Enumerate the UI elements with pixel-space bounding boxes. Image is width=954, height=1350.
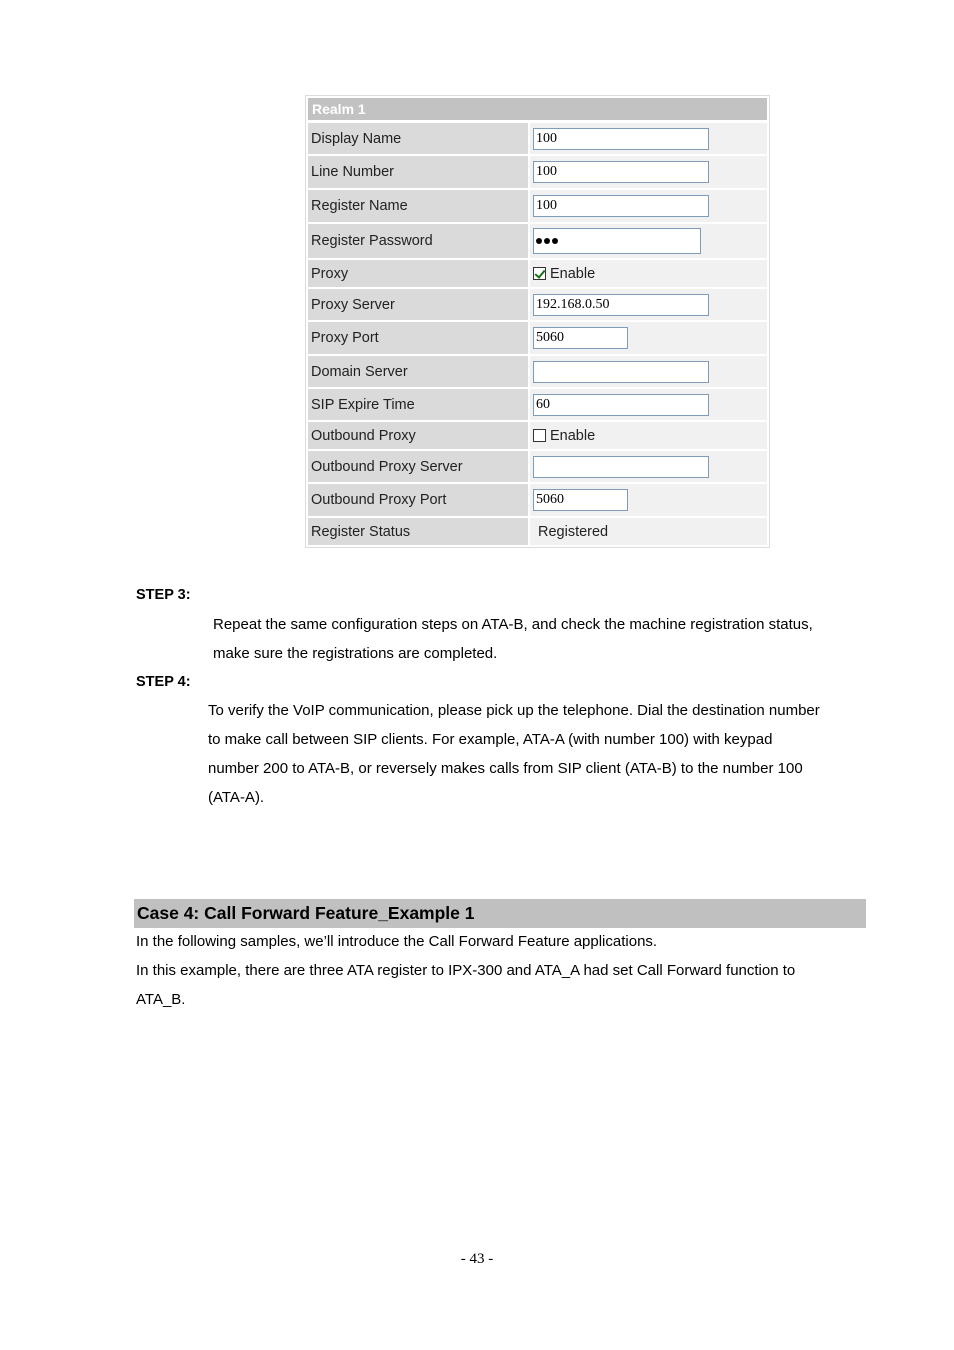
proxy-server-row — [308, 289, 767, 320]
proxy-port-input[interactable]: 5060 — [533, 327, 628, 349]
sip-expire-time-label: SIP Expire Time — [308, 389, 528, 420]
password-mask — [536, 233, 560, 248]
register-password-input[interactable] — [533, 228, 701, 254]
sip-expire-time-input[interactable]: 60 — [533, 394, 709, 416]
proxy-label: Proxy — [308, 260, 528, 287]
password-dot — [552, 238, 558, 244]
password-dot — [544, 238, 550, 244]
domain-server-row — [308, 356, 767, 387]
line-number-input[interactable]: 100 — [533, 161, 709, 183]
outbound-proxy-enable-checkbox[interactable] — [533, 428, 595, 444]
display-name-label: Display Name — [308, 123, 528, 154]
proxy-row — [308, 260, 767, 287]
register-name-row — [308, 190, 767, 222]
outbound-proxy-label: Outbound Proxy — [308, 422, 528, 449]
proxy-enable-checkbox[interactable] — [533, 266, 595, 282]
proxy-port-label: Proxy Port — [308, 322, 528, 354]
display-name-row — [308, 123, 767, 154]
case4-line-2: In this example, there are three ATA register to IPX-300 and ATA_A had set Call Forward function to — [136, 962, 796, 979]
outbound-proxy-server-label: Outbound Proxy Server — [308, 451, 528, 482]
password-dot — [536, 238, 542, 244]
step4-line-4: (ATA-A). — [208, 789, 265, 806]
outbound-proxy-enable-label: Enable — [550, 427, 596, 444]
domain-server-label: Domain Server — [308, 356, 528, 387]
step3-line-2: make sure the registrations are completed. — [213, 645, 498, 662]
step3-heading: STEP 3: — [136, 587, 191, 603]
register-name-label: Register Name — [308, 190, 528, 222]
step4-line-1: To verify the VoIP communication, please pick up the telephone. Dial the destination number — [208, 702, 820, 719]
line-number-label: Line Number — [308, 156, 528, 188]
realm-title: Realm 1 — [308, 98, 767, 120]
register-password-label: Register Password — [308, 224, 528, 258]
step4-heading: STEP 4: — [136, 674, 191, 690]
register-password-row — [308, 224, 767, 258]
register-status-value: Registered — [538, 523, 609, 540]
register-name-input[interactable]: 100 — [533, 195, 709, 217]
outbound-proxy-port-input[interactable]: 5060 — [533, 489, 628, 511]
case4-line-1: In the following samples, we’ll introduce the Call Forward Feature applications. — [136, 933, 658, 950]
realm-settings-panel — [305, 95, 770, 548]
proxy-server-input[interactable]: 192.168.0.50 — [533, 294, 709, 316]
proxy-checkbox-box[interactable] — [533, 267, 546, 280]
outbound-proxy-port-row — [308, 484, 767, 516]
outbound-proxy-port-label: Outbound Proxy Port — [308, 484, 528, 516]
outbound-proxy-server-input[interactable] — [533, 456, 709, 478]
step4-line-2: to make call between SIP clients. For example, ATA-A (with number 100) with keypad — [208, 731, 773, 748]
case4-line-3: ATA_B. — [136, 991, 186, 1008]
domain-server-input[interactable] — [533, 361, 709, 383]
step4-line-3: number 200 to ATA-B, or reversely makes calls from SIP client (ATA-B) to the number 100 — [208, 760, 803, 777]
case4-heading: Case 4: Call Forward Feature_Example 1 — [134, 899, 866, 928]
proxy-port-row — [308, 322, 767, 354]
outbound-proxy-row — [308, 422, 767, 449]
proxy-enable-label: Enable — [550, 265, 596, 282]
outbound-proxy-server-row — [308, 451, 767, 482]
proxy-server-label: Proxy Server — [308, 289, 528, 320]
step3-line-1: Repeat the same configuration steps on ATA-B, and check the machine registration status, — [213, 616, 813, 633]
outbound-proxy-checkbox-box[interactable] — [533, 429, 546, 442]
sip-expire-time-row — [308, 389, 767, 420]
line-number-row — [308, 156, 767, 188]
display-name-input[interactable]: 100 — [533, 128, 709, 150]
register-status-label: Register Status — [308, 518, 528, 545]
page-number: - 43 - — [460, 1251, 494, 1267]
register-status-row — [308, 518, 767, 545]
